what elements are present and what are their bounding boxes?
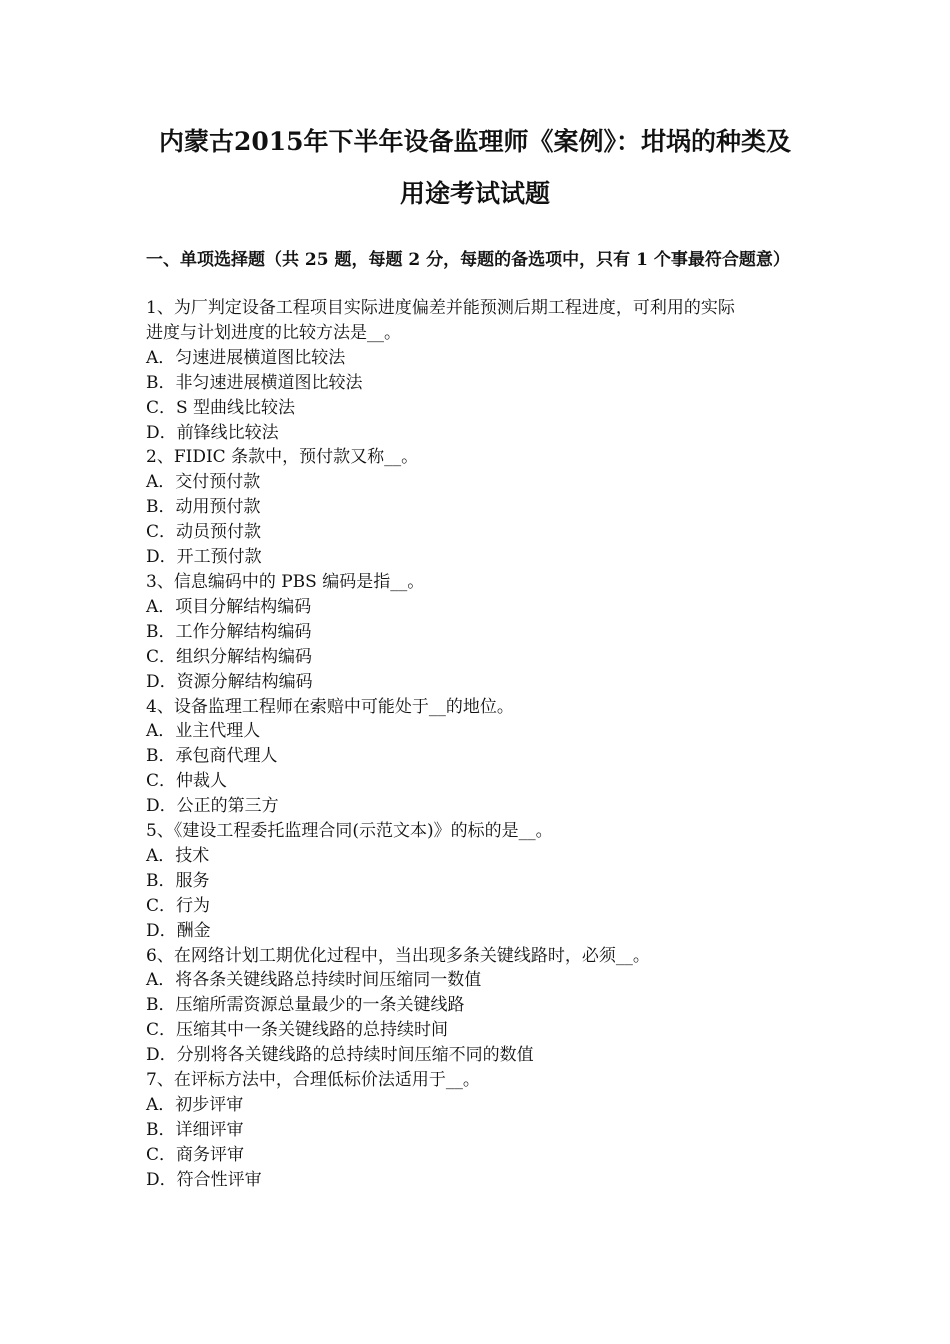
option-b: B．详细评审: [146, 1119, 244, 1140]
option-a: A．技术: [146, 845, 210, 866]
option-c: C．行为: [146, 895, 211, 916]
document-title: [120, 116, 830, 220]
option-c: C．动员预付款: [146, 522, 262, 543]
option-d: D．开工预付款: [146, 547, 262, 568]
question-5: [146, 819, 811, 944]
title-line-1: 内蒙古2015年下半年设备监理师《案例》：坩埚的种类及: [158, 127, 792, 156]
question-stem: 2、FIDIC 条款中，预付款又称__。: [146, 447, 419, 468]
option-d: D．符合性评审: [146, 1169, 262, 1190]
option-c: C．仲裁人: [146, 771, 228, 792]
option-a: A．初步评审: [146, 1095, 244, 1115]
option-d: D．公正的第三方: [146, 796, 279, 817]
question-7: [146, 1068, 811, 1193]
option-d: D．资源分解结构编码: [146, 671, 313, 692]
question-stem: 4、设备监理工程师在索赔中可能处于__的地位。: [146, 696, 514, 717]
question-1: [146, 296, 811, 445]
option-a: A．交付预付款: [146, 472, 261, 493]
option-c: C．压缩其中一条关键线路的总持续时间: [146, 1020, 449, 1041]
question-stem: 6、在网络计划工期优化过程中，当出现多条关键线路时，必须__。: [146, 945, 650, 966]
option-c: C．S 型曲线比较法: [146, 397, 296, 418]
question-4: [146, 695, 811, 820]
question-stem: 5、《建设工程委托监理合同(示范文本)》的标的是__。: [146, 821, 553, 842]
question-stem: 7、在评标方法中，合理低标价法适用于__。: [146, 1070, 480, 1091]
question-6: [146, 944, 811, 1069]
option-d: D．分别将各关键线路的总持续时间压缩不同的数值: [146, 1045, 534, 1066]
question-stem: 3、信息编码中的 PBS 编码是指__。: [146, 571, 425, 592]
question-2: [146, 445, 811, 570]
option-d: D．前锋线比较法: [146, 422, 279, 443]
option-d: D．酬金: [146, 920, 211, 941]
option-a: A．项目分解结构编码: [146, 596, 312, 617]
option-c: C．商务评审: [146, 1144, 245, 1165]
section-heading: 一、单项选择题（共 25 题，每题 2 分，每题的备选项中，只有 1 个事最符合题意）: [146, 250, 790, 270]
question-list: [146, 296, 811, 1193]
option-b: B．非匀速进展横道图比较法: [146, 372, 363, 393]
question-3: [146, 570, 811, 695]
option-b: B．承包商代理人: [146, 746, 278, 767]
option-a: A．将各条关键线路总持续时间压缩同一数值: [146, 970, 482, 991]
title-line-2: 用途考试试题: [399, 179, 550, 208]
option-b: B．压缩所需资源总量最少的一条关键线路: [146, 995, 465, 1016]
question-stem: 1、为厂判定设备工程项目实际进度偏差并能预测后期工程进度，可利用的实际: [146, 298, 735, 318]
question-stem-continued: 进度与计划进度的比较方法是__。: [146, 322, 401, 343]
option-a: A．匀速进展横道图比较法: [146, 347, 346, 368]
option-b: B．服务: [146, 870, 210, 891]
option-c: C．组织分解结构编码: [146, 646, 313, 667]
option-a: A．业主代理人: [146, 721, 261, 742]
option-b: B．动用预付款: [146, 497, 261, 518]
option-b: B．工作分解结构编码: [146, 621, 312, 642]
